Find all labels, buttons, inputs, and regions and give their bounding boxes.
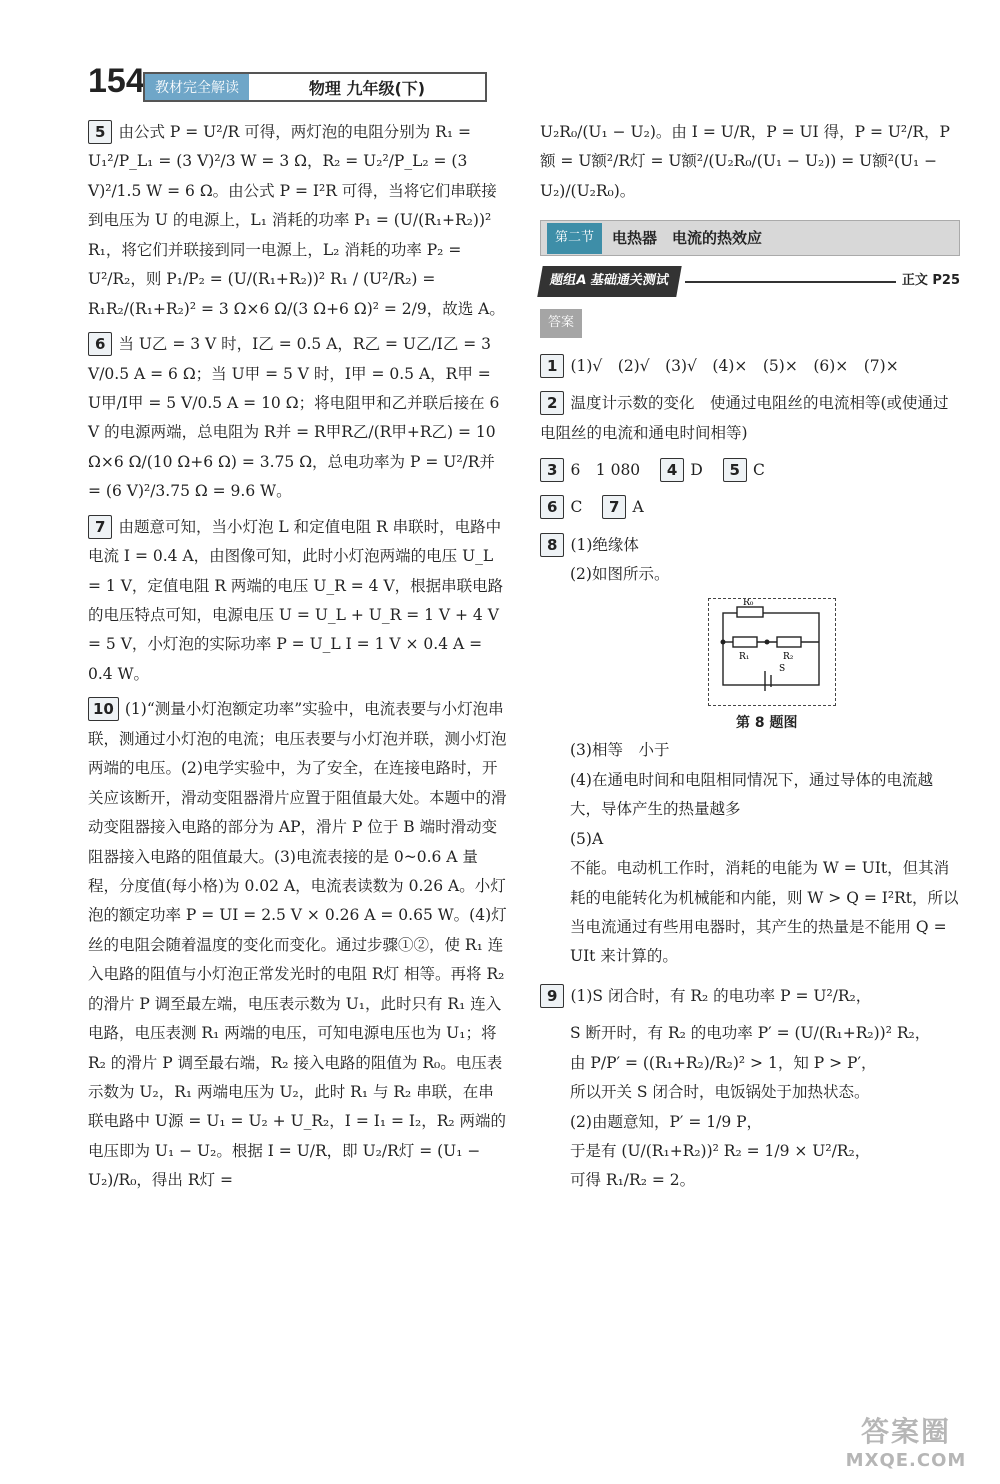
- answer-1: [540, 352, 960, 381]
- label-s: S: [779, 663, 786, 674]
- answer-2: [540, 389, 960, 448]
- section-tag: 第二节: [547, 223, 602, 254]
- answer-tag: 答案: [540, 309, 582, 338]
- question-number: 2: [540, 391, 564, 415]
- watermark-logo: [822, 1410, 990, 1472]
- answer-text: (1)“测量小灯泡额定功率”实验中，电流表要与小灯泡串联，测通过小灯泡的电流；电压表要与小灯泡并联，测小灯泡两端的电压。(2)电学实验中，为了安全，在连接电路时，开关应该断开，滑动变阻器滑片应置于阻值最大处。本题中的滑动变阻器接入电路的部分为 AP，滑片 P 位于 B 端时滑动变阻器接入电路的阻值最大。(3)电流表接的是 0~0.6 A 量程，分度值(每小格)为 0.02 A，电流表读数为 0.26 A。小灯泡的额定功率 P = UI = 2.5 V × 0.26 A = 0.65 W。(4)灯丝的电阻会随着温度的变化而变化。通过步骤①②，使 R₁ 连入电路的阻值与小灯泡正常发光时的电阻 R灯 相等。再将 R₂ 的滑片 P 调至最左端，电压表示数为 U₁，此时只有 R₁ 连入电路，电压表测 R₁ 两端的电压，可知电源电压也为 U₁；将 R₂ 的滑片 P 调至最右端，R₂ 接入电路的阻值为 R₀。电压表示数为 U₂，R₁ 两端电压为 U₂，此时 R₁ 与 R₂ 串联，在串联电路中 U源 = U₁ = U₂ + U_R₂，I = I₁ = I₂，R₂ 两端的电压即为 U₁ − U₂。根据 I = U/R，即 U₂/R灯 = (U₁ − U₂)/R₀，得出 R灯 =: [88, 700, 507, 1190]
- question-number: 1: [540, 354, 564, 378]
- answer-6: [88, 330, 508, 507]
- group-reference: 正文 P25: [901, 273, 960, 289]
- label-r2: R₂: [783, 651, 794, 662]
- answer-8-part3: (3)相等 小于: [570, 741, 670, 760]
- section-title: 电热器 电流的热效应: [612, 229, 763, 248]
- question-number: 5: [88, 120, 112, 144]
- answer-9-line7: 可得 R₁/R₂ = 2。: [570, 1171, 696, 1190]
- answer-10-continued: U₂R₀/(U₁ − U₂)。由 I = U/R，P = UI 得，P = U²/R，P额 = U额²/R灯 = U额²/(U₂R₀/(U₁ − U₂)) = U额²(U₁ − U₂)/(U₂R₀)。: [540, 123, 950, 200]
- answer-text: (1)√ (2)√ (3)√ (4)× (5)× (6)× (7)×: [570, 356, 899, 375]
- answer-text: A: [632, 498, 644, 517]
- circuit-figure: [708, 598, 836, 706]
- question-number: 7: [602, 495, 626, 519]
- answer-text: 温度计示数的变化 使通过电阻丝的电流相等(或使通过电阻丝的电流和通电时间相等): [540, 394, 949, 442]
- answer-text: C: [752, 461, 765, 479]
- answer-8-part6: 不能。电动机工作时，消耗的电能为 W = UIt，但其消耗的电能转化为机械能和内能，则 W > Q = I²Rt，所以当电流通过有些用电器时，其产生的热量是不能用 Q = UIt 来计算的。: [570, 859, 959, 966]
- group-rule: [685, 281, 896, 283]
- answer-text: (2)如图所示。: [570, 565, 670, 584]
- series-label: 教材完全解读: [145, 74, 249, 100]
- label-r0: R₀: [743, 598, 754, 608]
- group-header: [540, 266, 960, 297]
- question-number: 9: [540, 984, 564, 1008]
- answer-text: 当 U乙 = 3 V 时，I乙 = 0.5 A，R乙 = U乙/I乙 = 3 V/0.5 A = 6 Ω；当 U甲 = 5 V 时，I甲 = 0.5 A，R甲 = U甲/I甲 = 5 V/0.5 A = 10 Ω；将电阻甲和乙并联后接在 6 V 的电源两端，总电阻为 R并 = R甲R乙/(R甲+R乙) = 10 Ω×6 Ω/(10 Ω+6 Ω) = 3.75 Ω，总电功率为 P = U²/R并 = (6 V)²/3.75 Ω = 9.6 W。: [88, 335, 500, 501]
- resistor-r0: [737, 607, 763, 617]
- answer-text: (1)绝缘体: [570, 535, 639, 554]
- answer-text: (1)S 闭合时，有 R₂ 的电功率 P = U²/R₂，: [570, 986, 872, 1005]
- answer-10: [88, 695, 508, 1195]
- answer-9-line6: 于是有 (U/(R₁+R₂))² R₂ = 1/9 × U²/R₂，: [570, 1142, 871, 1161]
- question-number: 6: [540, 495, 564, 519]
- answer-8-part5: (5)A: [570, 829, 604, 848]
- answer-text: D: [690, 461, 703, 479]
- right-column: [540, 118, 960, 1196]
- answer-5: [88, 118, 508, 324]
- question-number: 5: [723, 458, 747, 482]
- label-r1: R₁: [739, 651, 750, 662]
- answer-9-line3: 由 P/P′ = ((R₁+R₂)/R₂)² > 1，知 P > P′，: [570, 1053, 877, 1072]
- answer-text: 由公式 P = U²/R 可得，两灯泡的电阻分别为 R₁ = U₁²/P_L₁ = (3 V)²/3 W = 3 Ω，R₂ = U₂²/P_L₂ = (3 V)²/1.5 W = 6 Ω。由公式 P = I²R 可得，当将它们串联接到电压为 U 的电源上，L₁ 消耗的功率 P₁ = (U/(R₁+R₂))² R₁，将它们并联接到同一电源上，L₂ 消耗的功率 P₂ = U²/R₂，则 P₁/P₂ = (U/(R₁+R₂))² R₁ / (U²/R₂) = R₁R₂/(R₁+R₂)² = 3 Ω×6 Ω/(3 Ω+6 Ω)² = 2/9，故选 A。: [88, 123, 505, 318]
- circuit-outline: [723, 613, 819, 685]
- answer-8: [540, 531, 960, 590]
- question-number: 6: [88, 332, 112, 356]
- question-number: 7: [88, 515, 112, 539]
- page-number: 154: [88, 62, 145, 100]
- answers-6-7: [540, 493, 960, 522]
- answer-9-line4: 所以开关 S 闭合时，电饭锅处于加热状态。: [570, 1083, 870, 1102]
- question-number: 8: [540, 533, 564, 557]
- figure-caption: 第 8 题图: [736, 714, 798, 731]
- question-number: 10: [88, 697, 119, 721]
- answer-text: 6 1 080: [570, 461, 641, 479]
- section-header: [540, 220, 960, 256]
- question-number: 3: [540, 458, 564, 482]
- answer-text: C: [570, 498, 583, 517]
- group-tag: 题组A 基础通关测试: [537, 266, 681, 297]
- answers-3-5: [540, 456, 960, 485]
- watermark-line1: 答案圈: [860, 1415, 951, 1448]
- header-bar: [143, 72, 487, 102]
- question-number: 4: [660, 458, 684, 482]
- subject-label: 物理 九年级(下): [308, 78, 426, 98]
- answer-9-line5: (2)由题意知，P′ = 1/9 P，: [570, 1112, 763, 1131]
- answer-8-part4: (4)在通电时间和电阻相同情况下，通过导体的电流越大，导体产生的热量越多: [570, 770, 933, 819]
- circuit-diagram: [709, 599, 835, 705]
- answer-9-line2: S 断开时，有 R₂ 的电功率 P′ = (U/(R₁+R₂))² R₂，: [570, 1024, 931, 1043]
- watermark-line2: MXQE.COM: [845, 1450, 967, 1471]
- resistor-r1: [733, 637, 757, 647]
- answer-9: [540, 982, 960, 1011]
- left-column: [88, 118, 508, 1202]
- answer-text: 由题意可知，当小灯泡 L 和定值电阻 R 串联时，电路中电流 I = 0.4 A，由图像可知，此时小灯泡两端的电压 U_L = 1 V，定值电阻 R 两端的电压 U_R = 4 V，根据串联电路的电压特点可知，电源电压 U = U_L + U_R = 1 V + 4 V = 5 V，小灯泡的实际功率 P = U_L I = 1 V × 0.4 A = 0.4 W。: [88, 517, 504, 683]
- resistor-r2: [777, 637, 801, 647]
- answer-7: [88, 513, 508, 690]
